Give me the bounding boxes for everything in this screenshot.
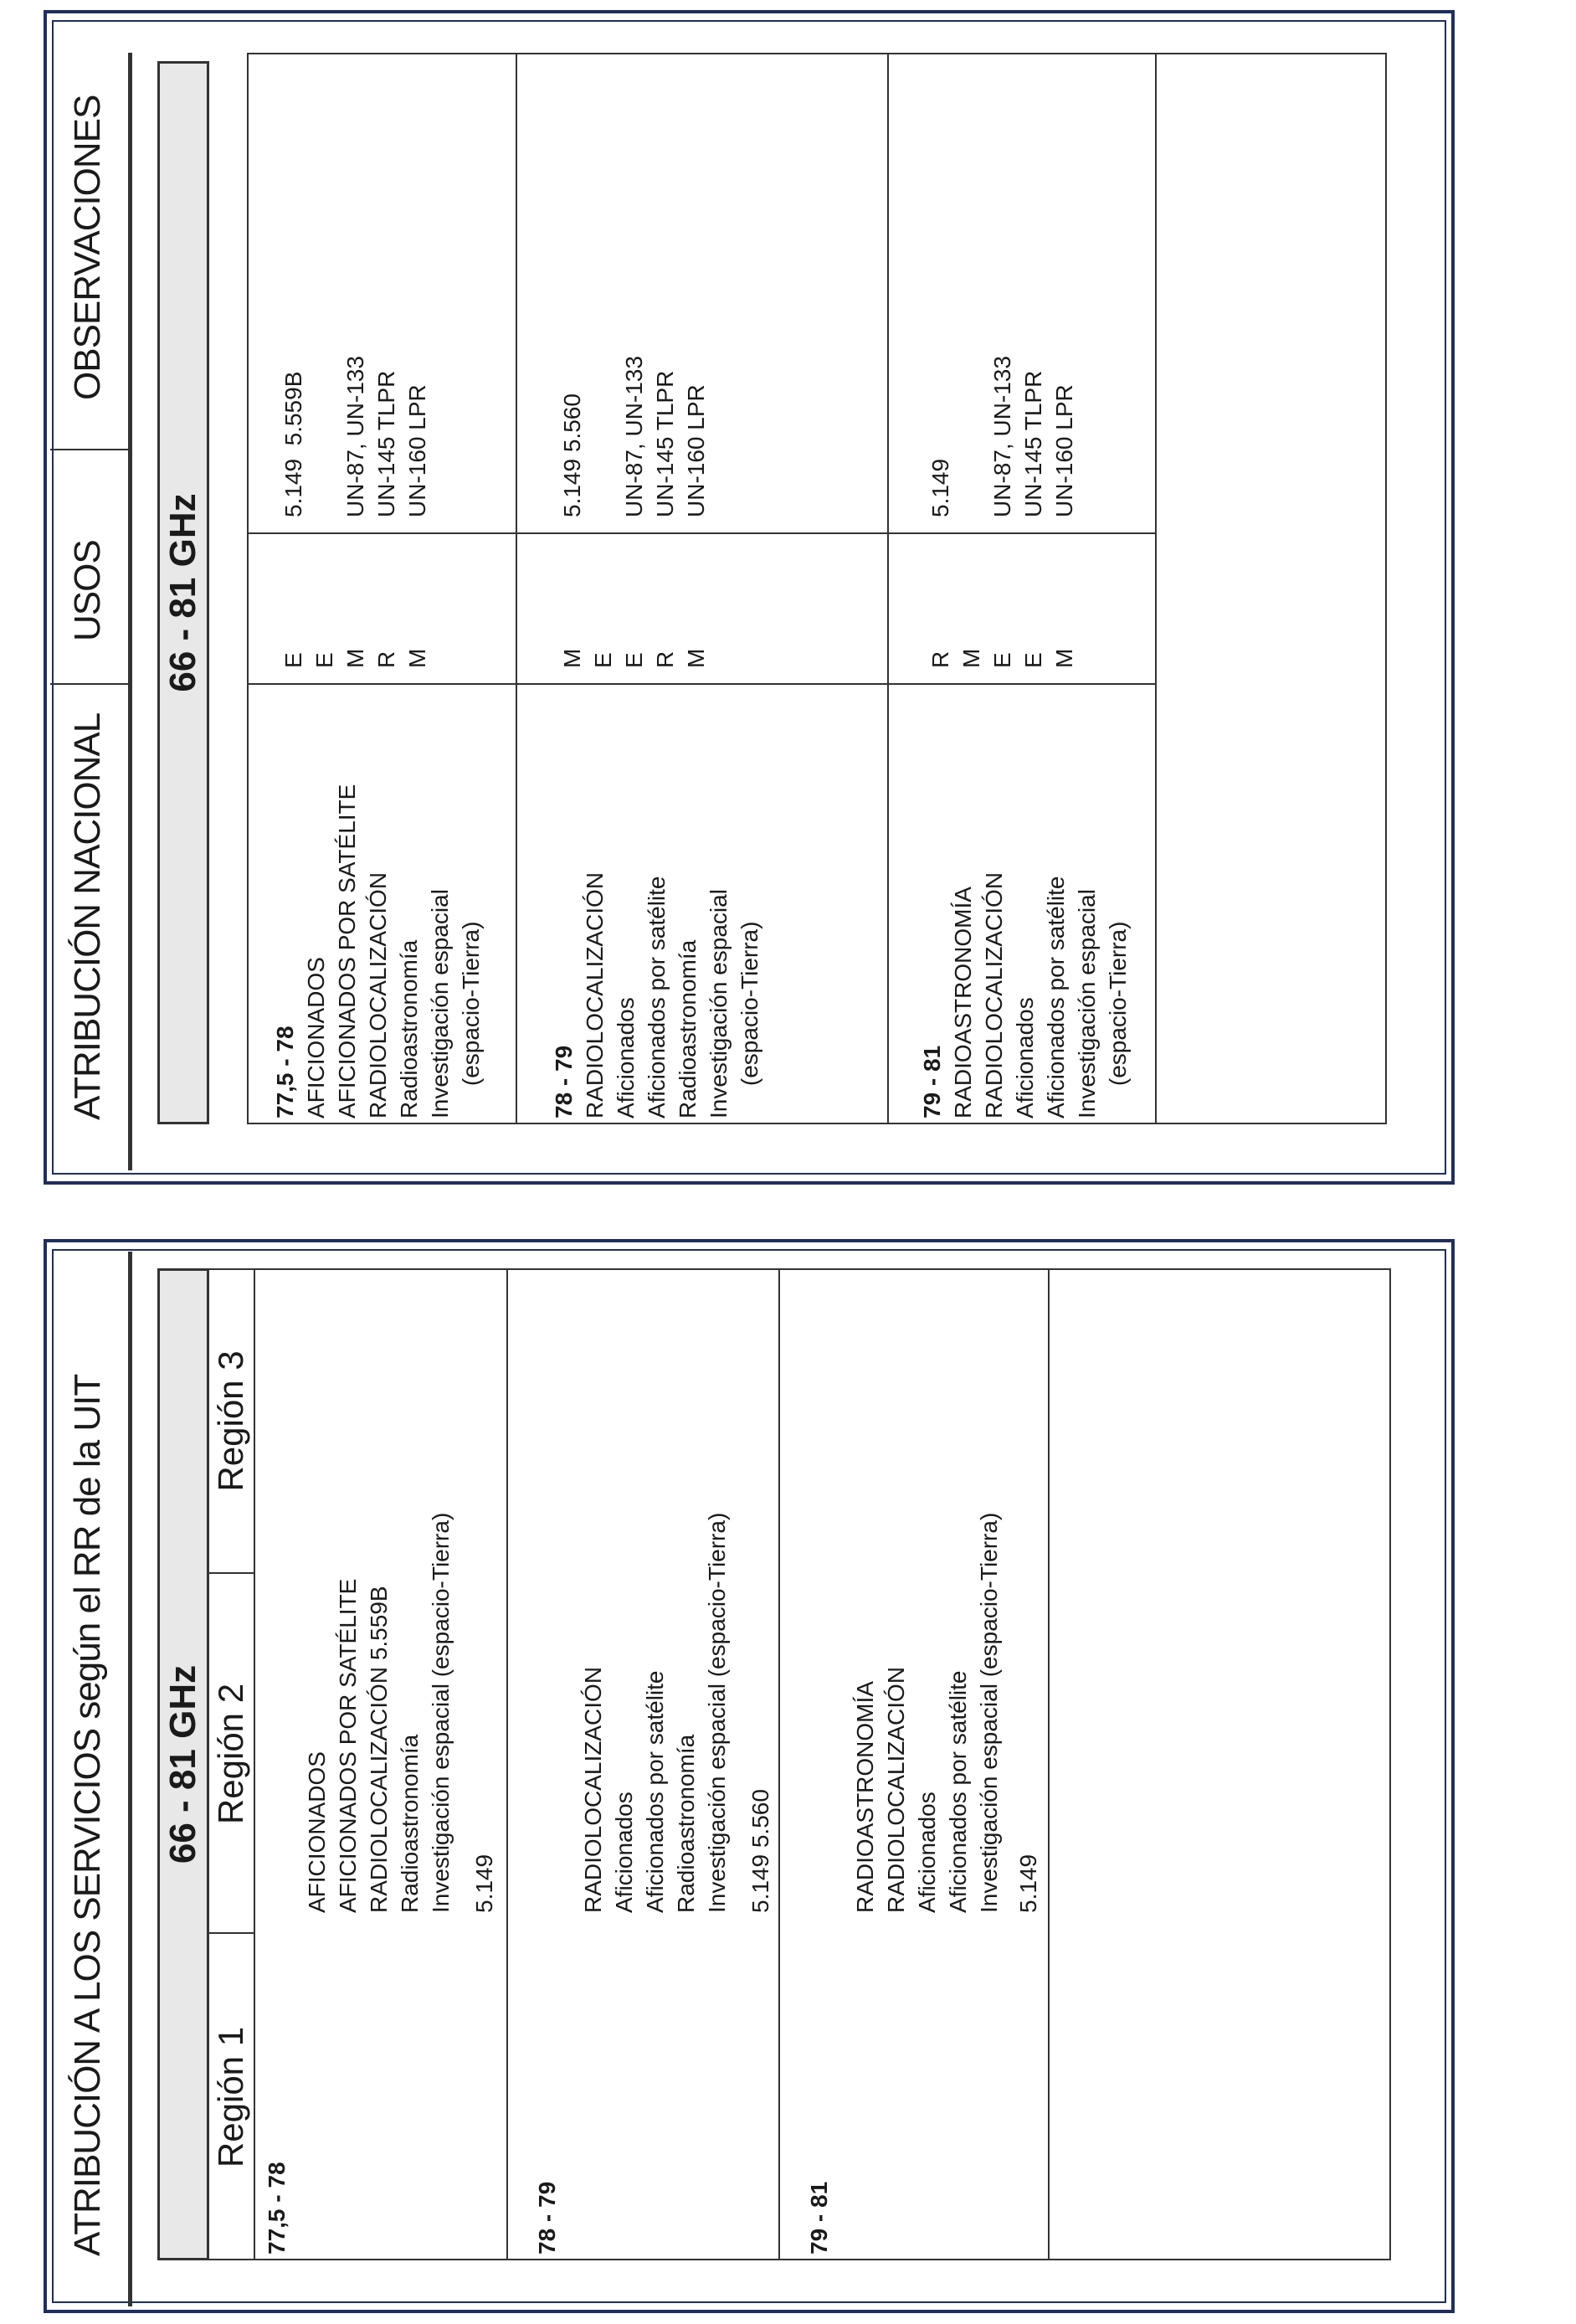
band-title: 66 - 81 GHz: [157, 1268, 209, 2260]
row-uses: R M E E M: [927, 648, 1077, 668]
row-notes: 5.149 5.560: [747, 1789, 773, 1913]
uses-header: USOS: [67, 540, 108, 641]
table-bottom: [1385, 53, 1387, 1124]
region-div-2: [208, 1572, 254, 1574]
row-services: AFICIONADOS AFICIONADOS POR SATÉLITE RADIOLOCALIZACIÓN 5.559B Radioastronomía Investigación espacial (espacio-Tierra): [304, 1512, 454, 1913]
band-title: 66 - 81 GHz: [157, 61, 209, 1124]
itu-allocation-page: [50, 1252, 1465, 2306]
row-range: 79 - 81: [919, 1045, 945, 1118]
row-obs-bottom: UN-87, UN-133 UN-145 TLPR UN-160 LPR: [342, 356, 430, 517]
row-sep-1: [516, 53, 517, 1124]
table-top: [247, 53, 249, 1124]
region-1-header: Región 1: [211, 2026, 250, 2168]
row-sep-1: [506, 1268, 508, 2260]
row-uses: M E E R M: [559, 648, 709, 668]
table-left: [247, 1123, 1387, 1124]
table-top: [254, 1268, 255, 2260]
region-3-header: Región 3: [211, 1350, 250, 1492]
row-obs-top: 5.149: [927, 458, 953, 517]
row-services: RADIOASTRONOMÍA RADIOLOCALIZACIÓN Aficionados Aficionados por satélite Investigación espacial (espacio-Tierra): [950, 872, 1131, 1118]
header-rule: [128, 53, 132, 1170]
uses-col-left: [247, 683, 1155, 685]
header-rule: [128, 1252, 132, 2306]
region-div-1: [208, 1932, 254, 1934]
row-services: AFICIONADOS AFICIONADOS POR SATÉLITE RADIOLOCALIZACIÓN Radioastronomía Investigación espacial (espacio-Tierra): [303, 784, 484, 1118]
table-right: [208, 1268, 1391, 1270]
table-bottom: [1389, 1268, 1391, 2260]
table-right: [247, 53, 1387, 54]
row-notes: 5.149: [471, 1854, 497, 1913]
row-range: 79 - 81: [806, 2181, 832, 2255]
row-services: RADIOASTRONOMÍA RADIOLOCALIZACIÓN Aficionados Aficionados por satélite Investigación espacial (espacio-Tierra): [852, 1512, 1002, 1913]
row-range: 77,5 - 78: [264, 2162, 290, 2255]
row-obs-bottom: UN-87, UN-133 UN-145 TLPR UN-160 LPR: [989, 356, 1077, 517]
national-allocation-page: [50, 53, 1465, 1170]
row-obs-top: 5.149 5.560: [559, 393, 585, 517]
row-sep-3: [1155, 53, 1157, 1124]
row-sep-2: [778, 1268, 780, 2260]
row-range: 78 - 79: [551, 1045, 577, 1118]
row-notes: 5.149: [1015, 1854, 1041, 1913]
national-header: ATRIBUCIÓN NACIONAL: [67, 712, 108, 1120]
region-2-header: Región 2: [211, 1683, 250, 1825]
itu-title: ATRIBUCIÓN A LOS SERVICIOS según el RR de la UIT: [67, 1374, 108, 2256]
row-obs-bottom: UN-87, UN-133 UN-145 TLPR UN-160 LPR: [621, 356, 709, 517]
observations-header: OBSERVACIONES: [67, 95, 108, 400]
row-obs-top: 5.149 5.559B: [280, 371, 306, 517]
row-sep-3: [1048, 1268, 1050, 2260]
header-divider-1: [50, 683, 130, 685]
table-left: [208, 2259, 1391, 2260]
row-uses: E E M R M: [280, 648, 430, 668]
row-sep-2: [887, 53, 889, 1124]
uses-col-right: [247, 532, 1155, 534]
row-services: RADIOLOCALIZACIÓN Aficionados Aficionados por satélite Radioastronomía Investigación espacial (espacio-Tierra): [582, 872, 762, 1118]
row-range: 78 - 79: [534, 2181, 560, 2255]
row-services: RADIOLOCALIZACIÓN Aficionados Aficionados por satélite Radioastronomía Investigación espacial (espacio-Tierra): [580, 1512, 730, 1913]
header-divider-2: [50, 449, 130, 450]
row-range: 77,5 - 78: [272, 1026, 298, 1118]
